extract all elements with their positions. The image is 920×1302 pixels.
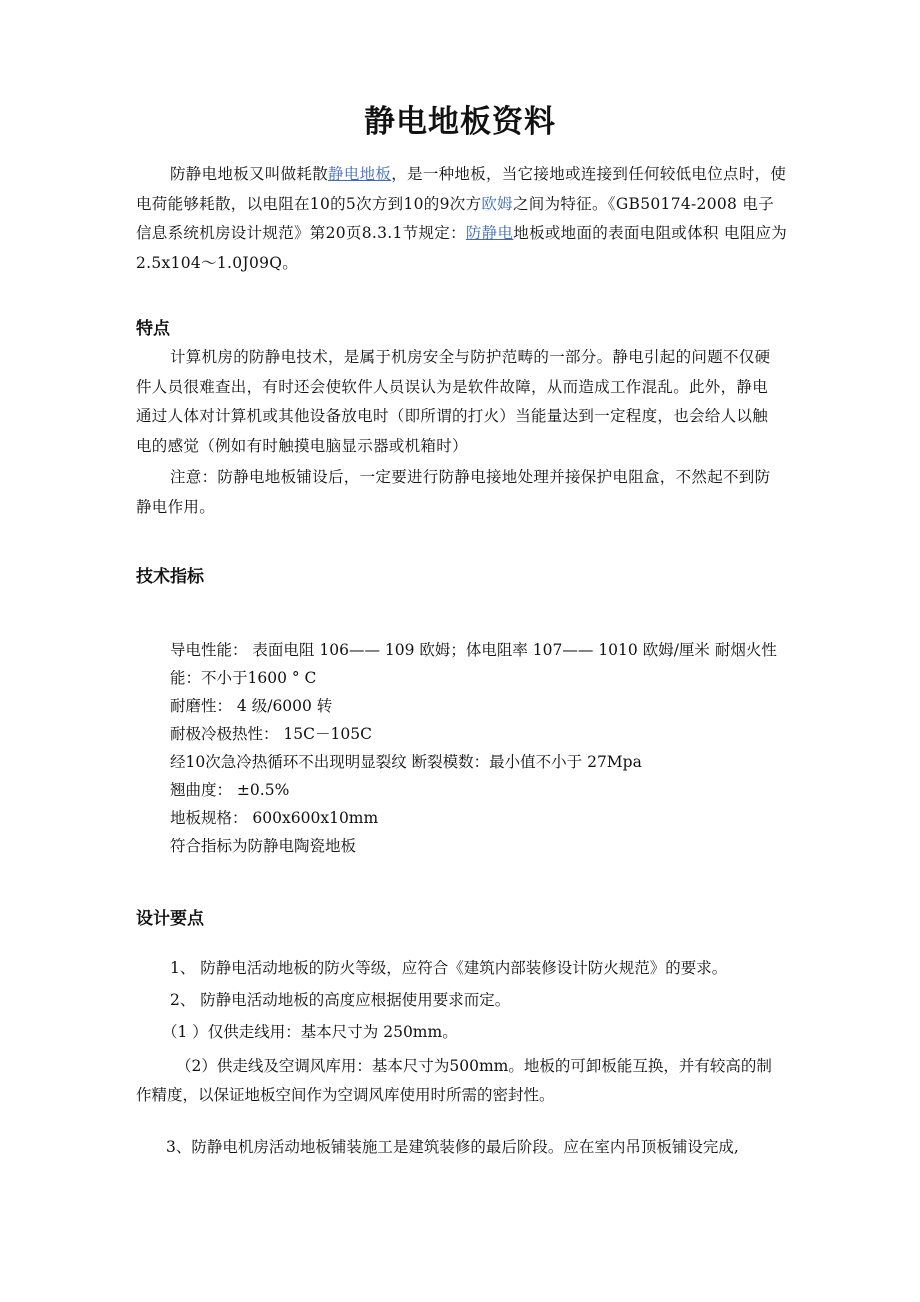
intro-text-4: 地板或地面的表面电阻或体积 电阻应为2.5x104～1.0J09Q。 [136,224,788,272]
spec-line: 地板规格： 600x600x10mm [170,809,379,827]
design-heading: 设计要点 [136,909,204,929]
spec-line: 耐磨性： 4 级/6000 转 [170,697,333,715]
static-floor-link[interactable]: 静电地板 [328,165,392,183]
features-paragraph-1: 计算机房的防静电技术，是属于机房安全与防护范畴的一部分。静电引起的问题不仅硬 件人员很难查出，有时还会使软件人员误认为是软件故障，从而造成工作混乱。此外，静电 通过人体对计算机或其他设备放电时（即所谓的打火）当能量达到一定程度，也会给人以触 电的感觉（例如有时触摸电脑显示器或机箱时） [136,348,771,455]
spec-line: 能：不小于1600 ° C [170,669,317,687]
ohm-link[interactable]: 欧姆 [481,194,513,213]
antistatic-link[interactable]: 防静电 [465,224,514,242]
spec-line: 经10次急冷热循环不出现明显裂纹 断裂模数：最小值不小于 27Mpa [170,753,642,771]
design-item-3: （1 ）仅供走线用：基本尺寸为 250mm。 [162,1023,458,1041]
features-heading: 特点 [136,319,170,339]
intro-paragraph [136,160,788,278]
design-item-4: （2）供走线及空调风库用：基本尺寸为500mm。地板的可卸板能互换，并有较高的制作精度，以保证地板空间作为空调风库使用时所需的密封性。 [136,1057,772,1104]
intro-text-2: ，是一种地板，当它接地或连接到任何较低电位点时，使电荷能够耗散，以电阻在10的5次方到10的9次方 [136,165,787,213]
design-item-1: 1、 防静电活动地板的防火等级，应符合《建筑内部装修设计防火规范》的要求。 [170,959,728,977]
spec-line: 符合指标为防静电陶瓷地板 [170,837,357,855]
spec-line: 翘曲度： ±0.5% [170,781,290,799]
design-item-5: 3、防静电机房活动地板铺装施工是建筑装修的最后阶段。应在室内吊顶板铺设完成, [166,1138,739,1156]
page-title: 静电地板资料 [364,104,556,140]
features-paragraph-2: 注意：防静电地板铺设后，一定要进行防静电接地处理并接保护电阻盒，不然起不到防 静电作用。 [136,468,771,516]
specs-heading: 技术指标 [136,567,204,587]
spec-line: 导电性能： 表面电阻 106—— 109 欧姆；体电阻率 107—— 1010 欧姆/厘米 耐烟火性 [170,641,777,659]
intro-text-1: 防静电地板又叫做耗散 [170,165,329,183]
design-item-2: 2、 防静电活动地板的高度应根据使用要求而定。 [170,991,511,1009]
spec-line: 耐极冷极热性： 15C－105C [170,725,372,743]
intro-text-3: 之间为特征。《GB50174-2008 电子信息系统机房设计规范》第20页8.3.1节规定： [136,194,775,242]
